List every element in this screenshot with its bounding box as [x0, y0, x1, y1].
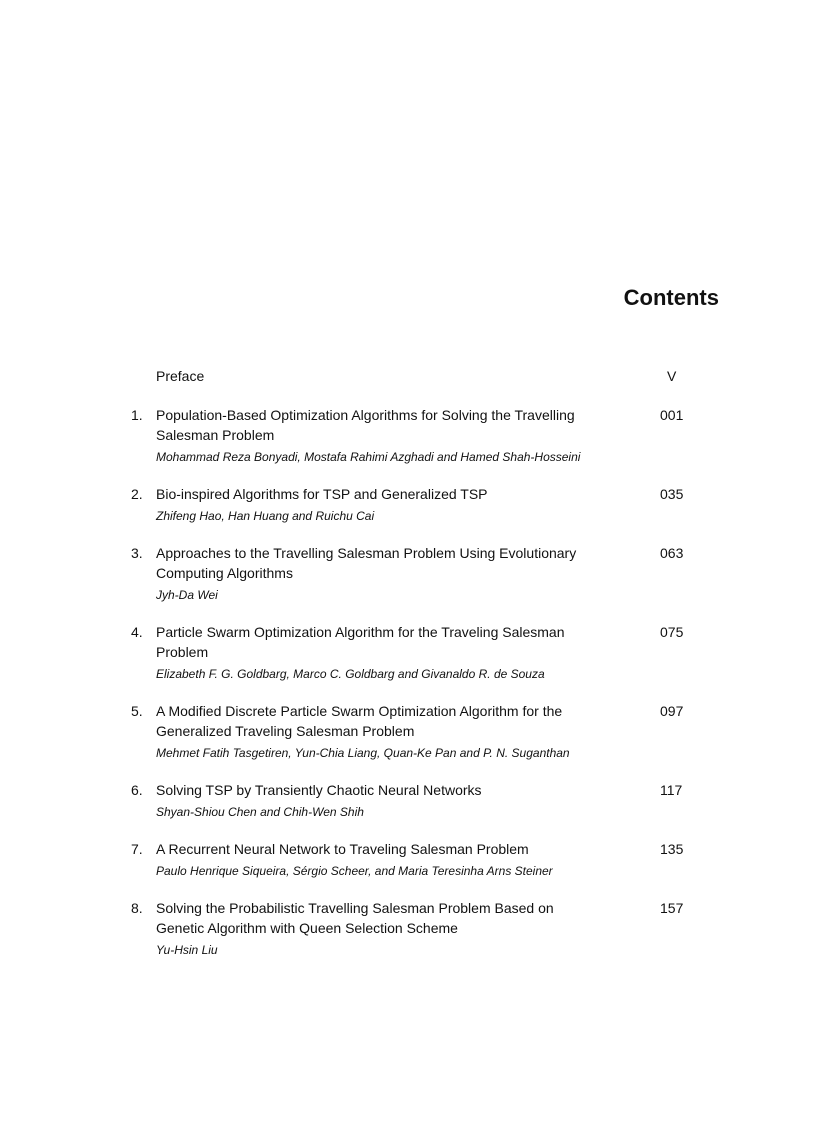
toc-entry-page: 117 [660, 782, 683, 798]
toc-entry-page: 001 [660, 407, 684, 423]
toc-entry-preface[interactable] [0, 366, 816, 386]
table-of-contents [0, 366, 816, 958]
toc-entry-title: Salesman Problem [156, 427, 275, 443]
toc-entry-title: Preface [156, 368, 205, 384]
toc-entry-page: 075 [660, 624, 684, 640]
toc-entry[interactable] [0, 543, 816, 603]
toc-entry-number: 7. [131, 841, 143, 857]
toc-entry-page: 063 [660, 545, 684, 561]
toc-entry[interactable] [0, 622, 816, 682]
toc-entry-title: Genetic Algorithm with Queen Selection Scheme [156, 920, 458, 936]
toc-entry-authors: Zhifeng Hao, Han Huang and Ruichu Cai [156, 509, 375, 523]
toc-entry-title: Bio-inspired Algorithms for TSP and Generalized TSP [156, 486, 488, 502]
toc-entry-number: 3. [131, 545, 143, 561]
toc-entry-title: Generalized Traveling Salesman Problem [156, 723, 415, 739]
toc-entry-title: A Modified Discrete Particle Swarm Optimization Algorithm for the [156, 703, 563, 719]
toc-entry[interactable] [0, 780, 816, 820]
toc-entry-number: 1. [131, 407, 143, 423]
toc-entry-number: 2. [131, 486, 143, 502]
page-title: Contents [623, 285, 719, 310]
toc-entry-number: 5. [131, 703, 143, 719]
toc-entry-page: 135 [660, 841, 684, 857]
toc-entry-number: 4. [131, 624, 143, 640]
toc-entry-authors: Elizabeth F. G. Goldbarg, Marco C. Goldbarg and Givanaldo R. de Souza [156, 667, 545, 681]
toc-entry[interactable] [0, 701, 816, 761]
toc-entry-page: 157 [660, 900, 684, 916]
toc-entry-authors: Shyan-Shiou Chen and Chih-Wen Shih [156, 805, 364, 819]
toc-entry-page: 035 [660, 486, 684, 502]
toc-entry-title: Solving TSP by Transiently Chaotic Neural Networks [156, 782, 482, 798]
toc-entry-title: Approaches to the Travelling Salesman Problem Using Evolutionary [156, 545, 577, 561]
toc-entry[interactable] [0, 405, 816, 465]
toc-entry-title: Solving the Probabilistic Travelling Salesman Problem Based on [156, 900, 554, 916]
toc-entry-title: Particle Swarm Optimization Algorithm for the Traveling Salesman [156, 624, 565, 640]
toc-entry-title: A Recurrent Neural Network to Traveling Salesman Problem [156, 841, 529, 857]
toc-entry-page: V [667, 368, 677, 384]
toc-entry[interactable] [0, 898, 816, 958]
toc-entry[interactable] [0, 839, 816, 879]
toc-entry-authors: Mohammad Reza Bonyadi, Mostafa Rahimi Azghadi and Hamed Shah-Hosseini [156, 450, 581, 464]
toc-entry-authors: Yu-Hsin Liu [156, 943, 218, 957]
toc-entry-title: Computing Algorithms [156, 565, 293, 581]
toc-entry-authors: Paulo Henrique Siqueira, Sérgio Scheer, and Maria Teresinha Arns Steiner [156, 864, 553, 878]
toc-entry-title: Problem [156, 644, 209, 660]
toc-entry[interactable] [0, 484, 816, 524]
toc-entry-authors: Jyh-Da Wei [156, 588, 218, 602]
toc-entry-number: 8. [131, 900, 143, 916]
toc-entry-title: Population-Based Optimization Algorithms for Solving the Travelling [156, 407, 575, 423]
toc-entry-number: 6. [131, 782, 143, 798]
toc-entry-authors: Mehmet Fatih Tasgetiren, Yun-Chia Liang, Quan-Ke Pan and P. N. Suganthan [156, 746, 570, 760]
toc-entry-page: 097 [660, 703, 684, 719]
